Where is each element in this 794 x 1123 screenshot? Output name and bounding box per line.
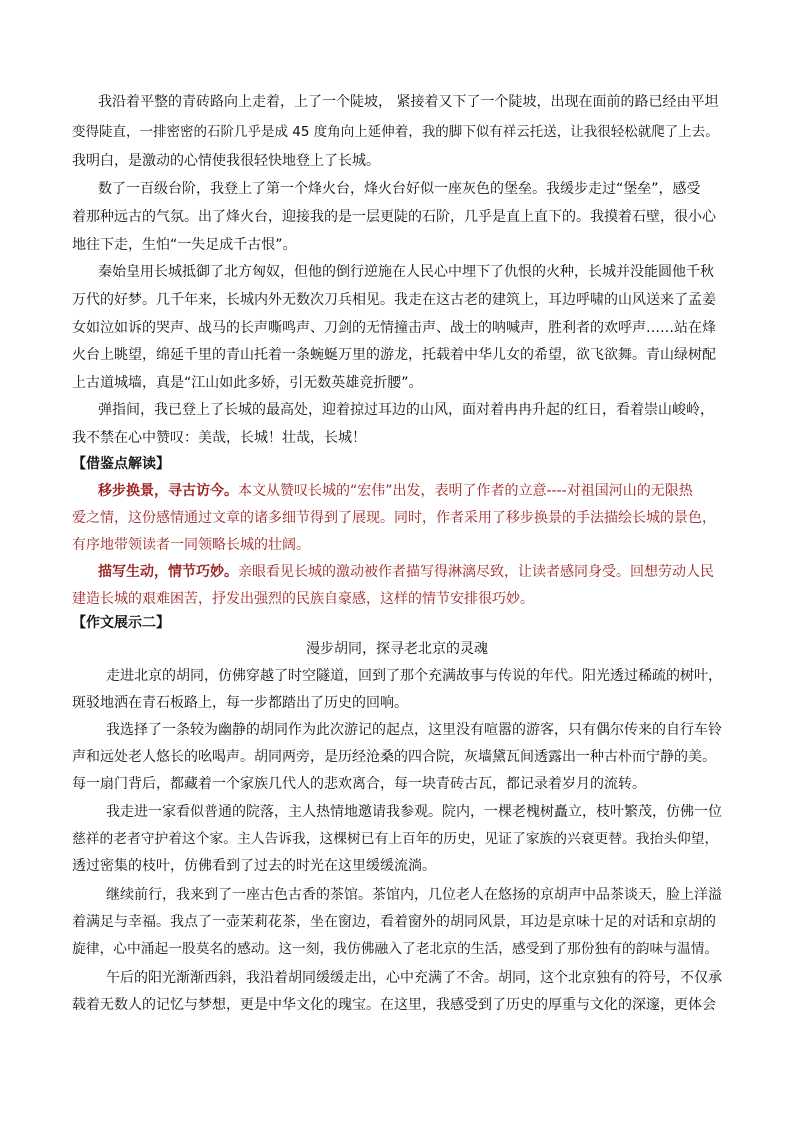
essay1-p3-line3: 女如泣如诉的哭声、战马的长声嘶鸣声、刀剑的无情撞击声、战士的呐喊声，胜利者的欢呼声……站在烽 [72, 320, 716, 336]
essay1-p1-line2: 变得陡直，一排密密的石阶几乎是成 45 度角向上延伸着，我的脚下似有祥云托送，让我很轻松就爬了上去。 [72, 124, 719, 140]
analysis-point1-line1 [98, 482, 693, 500]
analysis-point2-lead: 描写生动，情节巧妙。 [98, 564, 238, 580]
analysis-point2-line2: 建造长城的艰难困苦，抒发出强烈的民族自豪感，这样的情节安排很巧妙。 [72, 591, 534, 607]
essay2-p1-line2: 斑驳地洒在青石板路上，每一步都踏出了历史的回响。 [72, 695, 408, 711]
essay2-p5-line2: 载着无数人的记忆与梦想，更是中华文化的瑰宝。在这里，我感受到了历史的厚重与文化的深邃，更体会 [72, 997, 716, 1013]
essay2-p4-line2: 着满足与幸福。我点了一壶茉莉花茶，坐在窗边，看着窗外的胡同风景，耳边是京味十足的对话和京胡的 [72, 914, 716, 930]
essay2-p1-line1: 走进北京的胡同，仿佛穿越了时空隧道，回到了那个充满故事与传说的年代。阳光透过稀疏的树叶， [106, 668, 722, 684]
essay1-p1-line3: 我明白，是激动的心情使我很轻快地登上了长城。 [72, 153, 380, 169]
essay2-title: 漫步胡同，探寻老北京的灵魂 [306, 641, 488, 657]
essay2-p2-line3: 每一扇门背后，都藏着一个家族几代人的悲欢离合，每一块青砖古瓦，都记录着岁月的流转。 [72, 776, 646, 792]
essay1-p4-line2: 我不禁在心中赞叹：美哉，长城！壮哉，长城！ [72, 430, 366, 446]
analysis-heading: 【借鉴点解读】 [72, 456, 170, 472]
essay2-p2-line1: 我选择了一条较为幽静的胡同作为此次游记的起点，这里没有喧嚣的游客，只有偶尔传来的自行车铃 [106, 722, 722, 738]
essay1-p3-line1: 秦始皇用长城抵御了北方匈奴，但他的倒行逆施在人民心中埋下了仇恨的火种，长城并没能圆他千秋 [98, 264, 714, 280]
analysis-point1-lead: 移步换景，寻古访今。 [98, 483, 238, 499]
analysis-point1-line2: 爱之情，这份感情通过文章的诸多细节得到了展现。同时，作者采用了移步换景的手法描绘长城的景色， [72, 510, 716, 526]
essay2-p2-line2: 声和远处老人悠长的吆喝声。胡同两旁，是历经沧桑的四合院，灰墙黛瓦间透露出一种古朴而宁静的美。 [72, 749, 716, 765]
essay1-p3-line2: 万代的好梦。几千年来，长城内外无数次刀兵相见。我走在这古老的建筑上，耳边呼啸的山风送来了孟姜 [72, 292, 716, 308]
essay1-p3-line5: 上古道城墙，真是“江山如此多娇，引无数英雄竞折腰”。 [72, 375, 423, 391]
essay2-p4-line1: 继续前行，我来到了一座古色古香的茶馆。茶馆内，几位老人在悠扬的京胡声中品茶谈天，脸上洋溢 [106, 887, 722, 903]
analysis-point2-line1 [98, 563, 714, 581]
analysis-point1-line3: 有序地带领读者一同领略长城的壮阔。 [72, 537, 310, 553]
essay2-p4-line3: 旋律，心中涌起一股莫名的感动。这一刻，我仿佛融入了老北京的生活，感受到了那份独有的韵味与温情。 [72, 941, 719, 957]
essay2-p5-line1: 午后的阳光渐渐西斜，我沿着胡同缓缓走出，心中充满了不舍。胡同，这个北京独有的符号，不仅承 [106, 970, 722, 986]
essay1-p2-line2: 着那种远古的气氛。出了烽火台，迎接我的是一层更陡的石阶，几乎是直上直下的。我摸着石壁，很小心 [72, 209, 716, 225]
essay1-p1-line1: 我沿着平整的青砖路向上走着，上了一个陡坡， 紧接着又下了一个陡坡，出现在面前的路已经由平坦 [98, 94, 719, 110]
essay2-p3-line2: 慈祥的老者守护着这个家。主人告诉我，这棵树已有上百年的历史，见证了家族的兴衰更替。我抬头仰望， [72, 831, 719, 847]
essay2-p3-line3: 透过密集的枝叶，仿佛看到了过去的时光在这里缓缓流淌。 [72, 858, 436, 874]
analysis-point2-text: 亲眼看见长城的激动被作者描写得淋漓尽致，让读者感同身受。回想劳动人民 [238, 564, 714, 580]
essay1-p2-line3: 地往下走，生怕“一失足成千古恨”。 [72, 237, 297, 253]
analysis-point1-text: 本文从赞叹长城的“宏伟”出发，表明了作者的立意----对祖国河山的无限热 [238, 483, 693, 499]
essay2-heading: 【作文展示二】 [72, 615, 170, 631]
essay1-p3-line4: 火台上眺望，绵延千里的青山托着一条蜿蜒万里的游龙，托载着中华儿女的希望，欲飞欲舞。青山绿树配 [72, 347, 716, 363]
essay1-p2-line1: 数了一百级台阶，我登上了第一个烽火台，烽火台好似一座灰色的堡垒。我缓步走过“堡垒”，感受 [98, 181, 701, 197]
essay1-p4-line1: 弹指间，我已登上了长城的最高处，迎着掠过耳边的山风，面对着冉冉升起的红日，看着崇山峻岭， [98, 402, 714, 418]
essay2-p3-line1: 我走进一家看似普通的院落，主人热情地邀请我参观。院内，一棵老槐树矗立，枝叶繁茂，仿佛一位 [106, 804, 722, 820]
